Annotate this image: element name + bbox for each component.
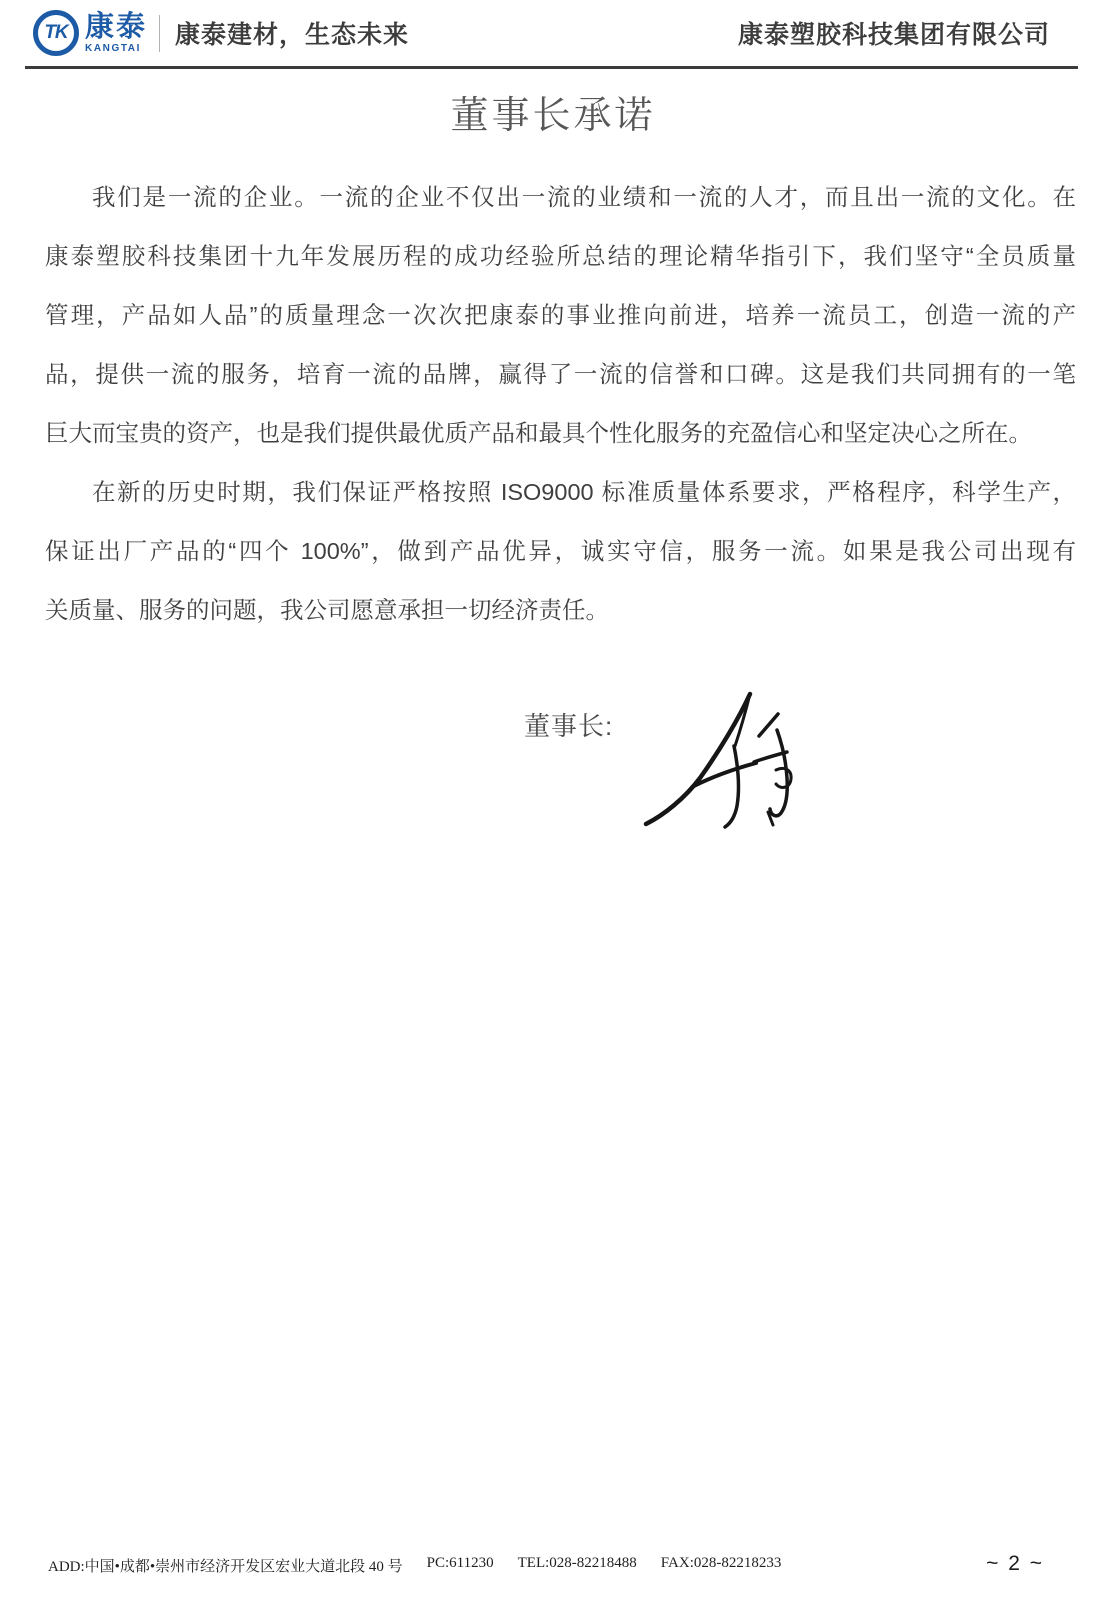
signature-label: 董事长:	[524, 711, 614, 741]
body-paragraph	[45, 168, 1076, 463]
company-name: 康泰塑胶科技集团有限公司	[737, 21, 1050, 49]
footer-address: ADD:中国•成都•崇州市经济开发区宏业大道北段 40 号	[48, 1559, 403, 1575]
logo-wordmark	[85, 10, 148, 54]
page-footer	[48, 1552, 1044, 1576]
page-header	[25, 0, 1078, 69]
text-line: 品，提供一流的服务，培育一流的品牌，赢得了一流的信誉和口碑。这是我们共同拥有的一笔	[45, 361, 1076, 387]
text-line: 管理，产品如人品”的质量理念一次次把康泰的事业推向前进，培养一流员工，创造一流的产	[45, 302, 1076, 328]
text-line: 关质量、服务的问题，我公司愿意承担一切经济责任。	[45, 597, 609, 623]
text-line: 在新的历史时期，我们保证严格按照 ISO9000 标准质量体系要求，严格程序，科学生产，	[92, 479, 1076, 505]
tk-monogram-icon: TK	[33, 10, 79, 56]
letter-body	[45, 168, 1076, 640]
logo-name-en: KANGTAI	[85, 42, 142, 54]
footer-postcode: PC:611230	[426, 1555, 494, 1571]
text-line: 巨大而宝贵的资产，也是我们提供最优质产品和最具个性化服务的充盈信心和坚定决心之所在。	[45, 420, 1032, 446]
footer-fax: FAX:028-82218233	[660, 1555, 782, 1571]
text-line: 康泰塑胶科技集团十九年发展历程的成功经验所总结的理论精华指引下，我们坚守“全员质量	[45, 243, 1076, 269]
logo-name-cn: 康泰	[85, 10, 148, 43]
text-line: 我们是一流的企业。一流的企业不仅出一流的业绩和一流的人才，而且出一流的文化。在	[92, 184, 1076, 210]
brand-slogan: 康泰建材，生态未来	[175, 21, 410, 49]
page-number: ~ 2 ~	[986, 1552, 1044, 1575]
footer-tel: TEL:028-82218488	[517, 1555, 637, 1571]
brand-logo	[33, 10, 409, 56]
body-paragraph	[45, 463, 1076, 640]
page-title: 董事长承诺	[450, 95, 656, 137]
brand-divider	[159, 15, 160, 52]
text-line: 保证出厂产品的“四个 100%”，做到产品优异，诚实守信，服务一流。如果是我公司出现有	[45, 538, 1076, 564]
footer-contact-info	[48, 1555, 781, 1576]
chairman-signature-image	[642, 684, 802, 836]
